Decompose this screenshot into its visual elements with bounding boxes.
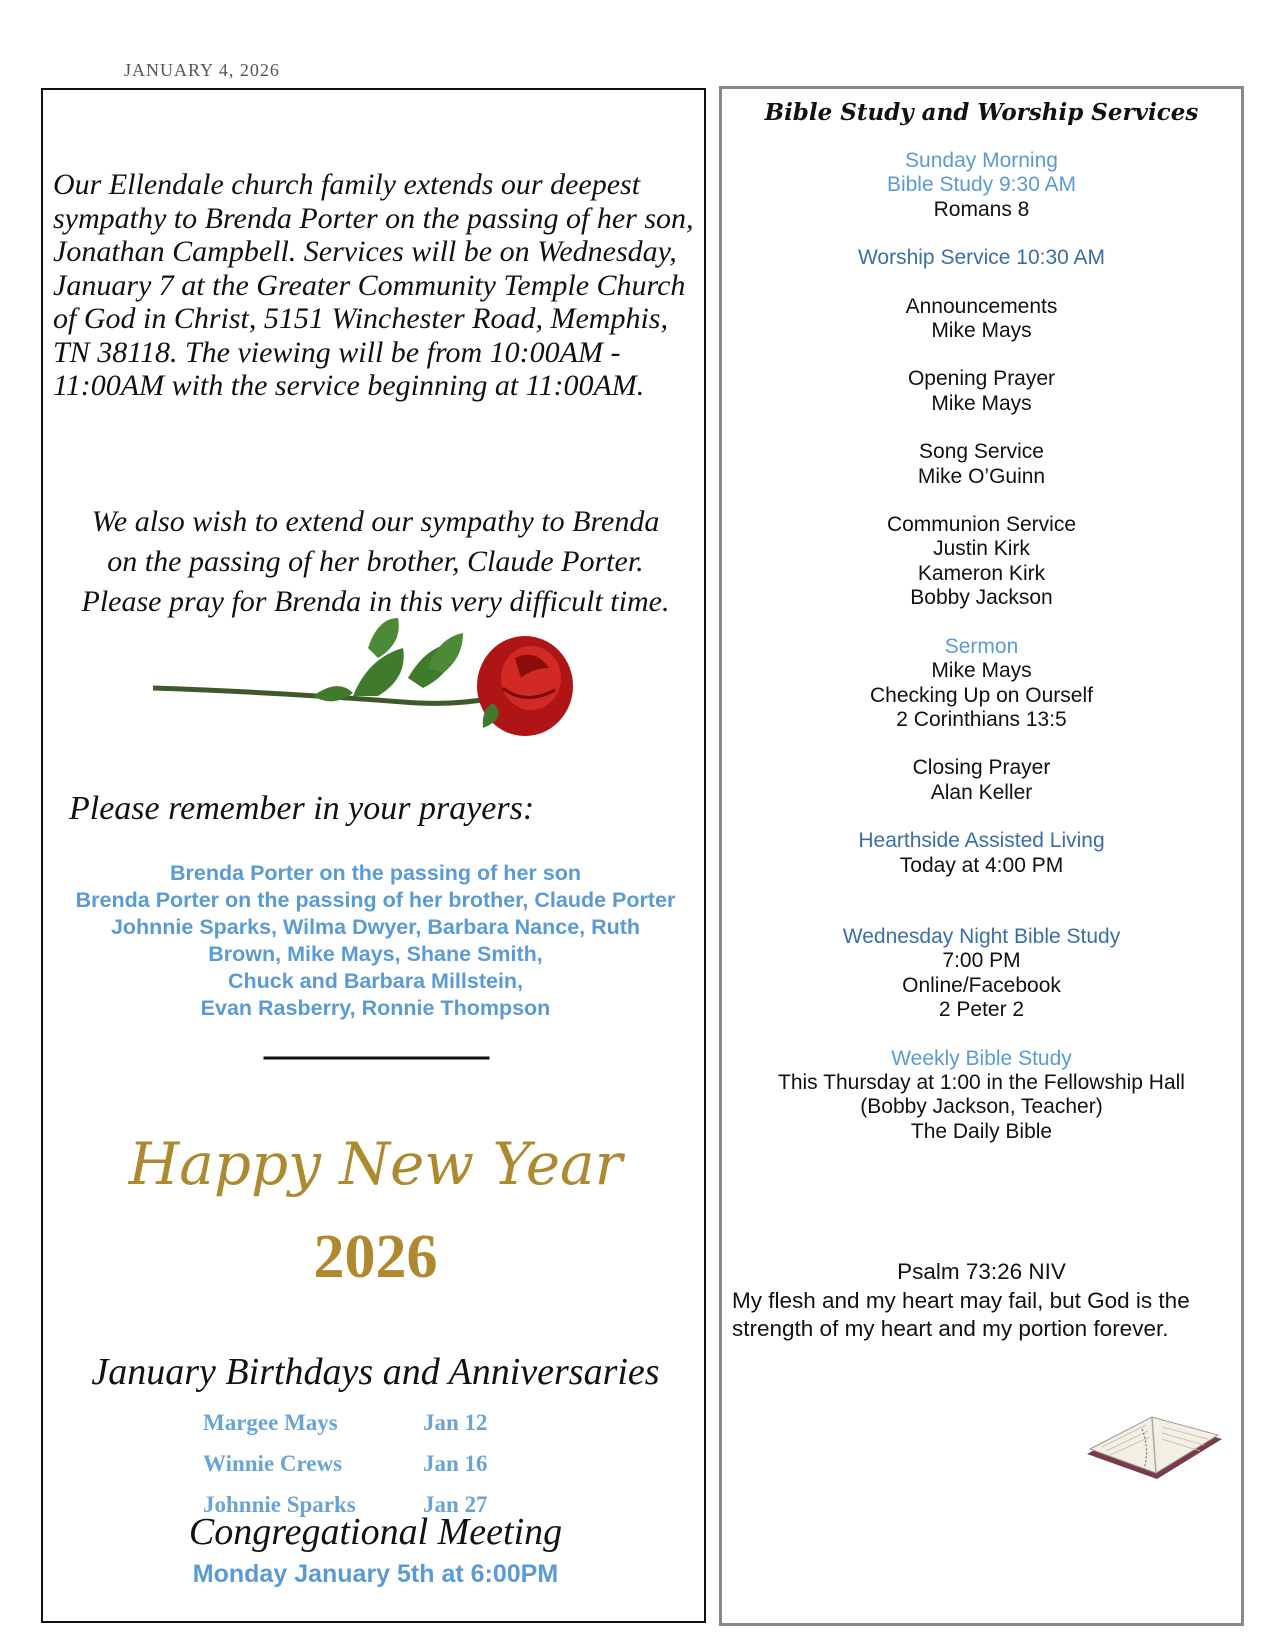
prayer-line: Johnnie Sparks, Wilma Dwyer, Barbara Nance, Ruth (110, 915, 641, 939)
prayer-line: Brown, Mike Mays, Shane Smith, (208, 942, 543, 966)
meeting-time: Monday January 5th at 6:00PM (192, 1560, 559, 1588)
hearthside-time: Today at 4:00 PM (899, 853, 1064, 877)
sympathy-line-1: We also wish to extend our sympathy to Brenda (91, 505, 660, 538)
communion-name: Bobby Jackson (910, 586, 1053, 610)
communion-label: Communion Service (886, 513, 1077, 537)
bible-icon (1082, 1399, 1227, 1499)
wednesday-study-label: Wednesday Night Bible Study (842, 924, 1121, 948)
psalm-text: My flesh and my heart may fail, but God is the strength of my heart and my portion forever. (732, 1288, 1190, 1341)
weekly-study-when: This Thursday at 1:00 in the Fellowship Hall (778, 1070, 1185, 1094)
wednesday-study-text: 2 Peter 2 (938, 998, 1025, 1022)
announcements-name: Mike Mays (931, 319, 1032, 343)
hearthside-label: Hearthside Assisted Living (858, 829, 1105, 853)
bible-study-text: Romans 8 (933, 197, 1030, 221)
rose-icon (153, 618, 643, 758)
communion-name: Kameron Kirk (917, 561, 1046, 585)
worship-service-time: Worship Service 10:30 AM (857, 246, 1106, 270)
closing-prayer-name: Alan Keller (930, 780, 1033, 804)
prayer-line: Chuck and Barbara Millstein, (227, 969, 524, 993)
closing-prayer-label: Closing Prayer (912, 756, 1051, 780)
birthday-date: Jan 16 (423, 1451, 488, 1476)
service-schedule (722, 149, 1241, 1144)
sermon-label: Sermon (944, 634, 1019, 658)
prayer-line: Evan Rasberry, Ronnie Thompson (200, 996, 551, 1020)
sermon-speaker: Mike Mays (931, 659, 1032, 683)
sunday-morning-label: Sunday Morning (905, 149, 1058, 172)
communion-name: Justin Kirk (933, 537, 1030, 561)
weekly-study-book: The Daily Bible (910, 1119, 1053, 1143)
sympathy-paragraph: Our Ellendale church family extends our deepest sympathy to Brenda Porter on the passing of her son, Jonathan Campbell. Services will be on Wednesday, January 7 at the Greater Community Temple Church of God in Christ, 5151 Winchester Road, Memphis, TN 38118. The viewing will be from 10:00AM - 11:00AM with the service beginning at 11:00AM. (53, 168, 694, 402)
song-service-name: Mike O’Guinn (917, 464, 1046, 488)
happy-new-year-heading: Happy New Year (128, 1130, 623, 1198)
song-service-label: Song Service (919, 440, 1044, 464)
birthday-row (203, 1451, 488, 1477)
wednesday-study-where: Online/Facebook (902, 973, 1061, 997)
prayer-list (43, 860, 708, 1022)
birthday-name: Winnie Crews (203, 1451, 343, 1476)
bulletin-date: JANUARY 4, 2026 (124, 60, 280, 80)
birthday-row (203, 1410, 488, 1436)
announcements-column (41, 88, 706, 1623)
birthday-name: Johnnie Sparks (203, 1492, 356, 1517)
weekly-study-teacher: (Bobby Jackson, Teacher) (860, 1095, 1103, 1119)
services-title: Bible Study and Worship Services (764, 99, 1199, 126)
sympathy-paragraph-2 (43, 502, 708, 622)
weekly-study-label: Weekly Bible Study (891, 1046, 1072, 1070)
birthday-date: Jan 12 (423, 1410, 488, 1435)
announcements-label: Announcements (905, 294, 1058, 318)
section-divider: ———————— (263, 1040, 488, 1073)
prayer-line: Brenda Porter on the passing of her son (170, 861, 581, 885)
sermon-text: 2 Corinthians 13:5 (896, 707, 1067, 731)
meeting-heading: Congregational Meeting (188, 1511, 563, 1553)
new-year-number: 2026 (313, 1223, 438, 1291)
prayers-heading: Please remember in your prayers: (69, 790, 535, 827)
birthdays-heading: January Birthdays and Anniversaries (91, 1351, 660, 1393)
prayer-line: Brenda Porter on the passing of her brother, Claude Porter (75, 888, 676, 912)
birthday-name: Margee Mays (203, 1410, 338, 1435)
opening-prayer-name: Mike Mays (931, 391, 1032, 415)
services-column (719, 86, 1244, 1626)
sermon-title: Checking Up on Ourself (870, 683, 1093, 707)
sympathy-line-2: on the passing of her brother, Claude Porter. (107, 545, 644, 578)
psalm-reference: Psalm 73:26 NIV (897, 1259, 1066, 1284)
birthday-date: Jan 27 (423, 1492, 488, 1517)
sympathy-line-3: Please pray for Brenda in this very difficult time. (81, 585, 670, 618)
bible-study-time: Bible Study 9:30 AM (886, 173, 1077, 197)
wednesday-study-time: 7:00 PM (942, 949, 1021, 973)
opening-prayer-label: Opening Prayer (907, 367, 1056, 391)
